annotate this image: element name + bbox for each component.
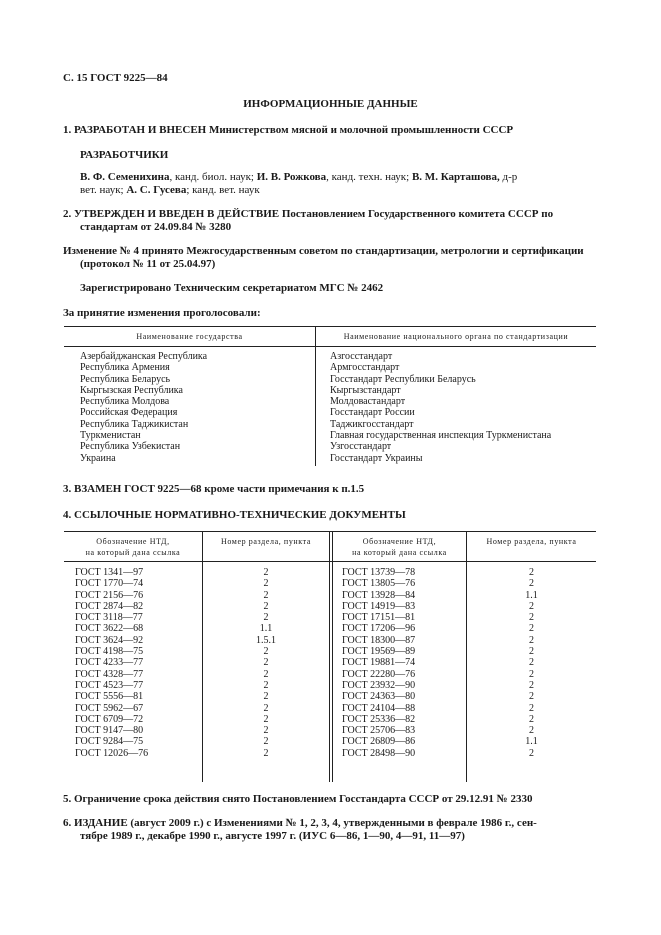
ref-doc: ГОСТ 2874—82 <box>75 600 144 612</box>
dev-name-4: А. С. Гусева <box>126 184 187 196</box>
section-5-text: 5. Ограничение срока действия снято Постановлением Госстандарта СССР от 29.12.91 № 2330 <box>63 793 533 805</box>
refs-header-doc-line2: на который дана ссылка <box>85 548 181 557</box>
ref-doc: ГОСТ 9284—75 <box>75 736 144 748</box>
ref-section: 2 <box>263 713 269 725</box>
ref-doc: ГОСТ 17151—81 <box>342 612 416 624</box>
dev-name-3: В. М. Карташова, <box>411 171 500 183</box>
ref-section: 2 <box>529 612 534 624</box>
ref-section: 2 <box>529 668 534 680</box>
dev-text-1: , канд. биол. наук; <box>169 171 257 183</box>
ref-section: 2 <box>263 668 269 680</box>
ref-section: 2 <box>529 646 534 658</box>
org-name: Главная государственная инспекция Туркменистана <box>330 430 552 442</box>
org-name: Узгосстандарт <box>330 441 392 453</box>
ref-doc: ГОСТ 17206—96 <box>342 623 416 635</box>
dev-name-2: И. В. Рожкова <box>256 171 327 183</box>
ref-section: 2 <box>529 634 534 646</box>
refs-header-doc-left <box>64 536 202 558</box>
ref-section: 2 <box>529 657 534 669</box>
change-line-2: (протокол № 11 от 25.04.97) <box>80 258 216 270</box>
table-rule <box>64 326 596 327</box>
states-header-state: Наименование государства <box>136 332 243 341</box>
ref-section: 2 <box>529 702 534 714</box>
refs-header-doc-line1: Обозначение НТД, <box>362 537 437 546</box>
org-name: Госстандарт России <box>330 407 415 419</box>
ref-doc: ГОСТ 25706—83 <box>342 725 416 737</box>
table-rule <box>64 531 596 532</box>
dev-name-1: В. Ф. Семенихина <box>80 171 170 183</box>
state-name: Республика Беларусь <box>80 373 171 385</box>
ref-section: 2 <box>529 713 534 725</box>
ref-section: 2 <box>263 600 269 612</box>
ref-doc: ГОСТ 9147—80 <box>75 725 144 737</box>
orgs-column <box>330 351 551 464</box>
page-header: С. 15 ГОСТ 9225—84 <box>63 72 168 84</box>
ref-doc: ГОСТ 28498—90 <box>342 747 416 759</box>
table-divider <box>332 531 333 782</box>
refs-header-sec-right: Номер раздела, пункта <box>486 537 577 546</box>
ref-doc: ГОСТ 12026—76 <box>75 747 149 759</box>
ref-section: 2 <box>263 725 269 737</box>
change-line-1: Изменение № 4 принято Межгосударственным советом по стандартизации, метрологии и сертификации <box>63 245 584 257</box>
ref-section: 2 <box>263 679 269 691</box>
ref-section: 2 <box>263 589 269 601</box>
ref-section: 1.5.1 <box>256 634 276 646</box>
ref-doc: ГОСТ 2156—76 <box>75 589 144 601</box>
ref-section: 2 <box>529 567 534 578</box>
ref-doc: ГОСТ 1770—74 <box>75 578 144 590</box>
org-name: Таджикгосстандарт <box>330 418 414 430</box>
states-table <box>64 326 596 466</box>
ref-doc: ГОСТ 19881—74 <box>342 657 416 669</box>
ref-section: 1.1 <box>525 589 538 601</box>
refs-header-sec-left: Номер раздела, пункта <box>220 537 312 546</box>
ref-section: 2 <box>263 657 269 669</box>
refs-header-doc-right <box>333 536 466 558</box>
table-divider <box>315 326 316 466</box>
state-name: Республика Молдова <box>80 396 170 408</box>
dev-text-2: , канд. техн. наук; <box>326 171 412 183</box>
ref-doc: ГОСТ 3622—68 <box>75 623 144 635</box>
table-rule <box>64 346 596 347</box>
state-name: Республика Армения <box>80 362 170 374</box>
ref-doc: ГОСТ 5962—67 <box>75 702 144 714</box>
ref-section: 1.1 <box>259 623 273 635</box>
state-name: Украина <box>80 452 116 464</box>
ref-section: 2 <box>263 691 269 703</box>
right-docs-column <box>342 567 415 759</box>
ref-doc: ГОСТ 18300—87 <box>342 634 416 646</box>
ref-doc: ГОСТ 4523—77 <box>75 679 144 691</box>
section-3-text: 3. ВЗАМЕН ГОСТ 9225—68 кроме части примечания к п.1.5 <box>63 483 365 495</box>
ref-section: 2 <box>529 747 534 759</box>
ref-section: 2 <box>529 578 534 590</box>
ref-doc: ГОСТ 14919—83 <box>342 600 416 612</box>
section-6-line-1: 6. ИЗДАНИЕ (август 2009 г.) с Изменениями № 1, 2, 3, 4, утвержденными в феврале 1986 г., сен- <box>63 817 537 829</box>
dev-text-5: ; канд. вет. наук <box>186 184 260 196</box>
table-rule <box>64 561 596 562</box>
org-name: Армгосстандарт <box>330 362 400 374</box>
table-divider <box>329 531 330 782</box>
ref-section: 1.1 <box>525 736 538 748</box>
ref-doc: ГОСТ 13928—84 <box>342 589 416 601</box>
ref-doc: ГОСТ 3118—77 <box>75 612 143 624</box>
ref-doc: ГОСТ 6709—72 <box>75 713 144 725</box>
ref-doc: ГОСТ 22280—76 <box>342 668 416 680</box>
ref-doc: ГОСТ 4233—77 <box>75 657 144 669</box>
ref-doc: ГОСТ 3624—92 <box>75 634 144 646</box>
state-name: Азербайджанская Республика <box>80 351 208 362</box>
section-6-line-2: тябре 1989 г., декабре 1990 г., августе 1997 г. (ИУС 6—86, 1—90, 4—91, 11—97) <box>80 830 465 842</box>
ref-doc: ГОСТ 13805—76 <box>342 578 416 590</box>
ref-doc: ГОСТ 13739—78 <box>342 567 416 578</box>
states-column <box>80 351 207 464</box>
ref-section: 2 <box>529 623 534 635</box>
dev-text-4: вет. наук; <box>80 184 127 196</box>
ref-doc: ГОСТ 26809—86 <box>342 736 416 748</box>
left-docs-column <box>75 567 148 759</box>
ref-doc: ГОСТ 25336—82 <box>342 713 416 725</box>
ref-section: 2 <box>263 578 269 590</box>
ref-doc: ГОСТ 19569—89 <box>342 646 416 658</box>
ref-section: 2 <box>529 600 534 612</box>
ref-section: 2 <box>263 567 269 578</box>
state-name: Российская Федерация <box>80 407 178 419</box>
ref-doc: ГОСТ 1341—97 <box>75 567 144 578</box>
ref-doc: ГОСТ 4198—75 <box>75 646 144 658</box>
state-name: Туркменистан <box>80 430 141 442</box>
developers-heading: РАЗРАБОТЧИКИ <box>80 149 169 161</box>
section-2-line-1: 2. УТВЕРЖДЕН И ВВЕДЕН В ДЕЙСТВИЕ Постановлением Государственного комитета СССР по <box>63 208 554 220</box>
voted-text: За принятие изменения проголосовали: <box>63 307 261 319</box>
org-name: Азгосстандарт <box>330 351 393 362</box>
references-table <box>64 531 596 782</box>
ref-doc: ГОСТ 5556—81 <box>75 691 144 703</box>
org-name: Кыргызстандарт <box>330 384 401 396</box>
ref-doc: ГОСТ 24104—88 <box>342 702 416 714</box>
developers-line-2 <box>80 184 260 196</box>
page-title: ИНФОРМАЦИОННЫЕ ДАННЫЕ <box>243 98 418 110</box>
ref-section: 2 <box>263 747 269 759</box>
ref-doc: ГОСТ 4328—77 <box>75 668 144 680</box>
ref-section: 2 <box>263 646 269 658</box>
state-name: Кыргызская Республика <box>80 384 183 396</box>
state-name: Республика Таджикистан <box>80 418 189 430</box>
state-name: Республика Узбекистан <box>80 441 181 453</box>
states-header-org: Наименование национального органа по стандартизации <box>343 332 569 341</box>
right-secs-column <box>467 567 596 759</box>
section-1-text: 1. РАЗРАБОТАН И ВНЕСЕН Министерством мясной и молочной промышленности СССР <box>63 124 514 136</box>
org-name: Госстандарт Республики Беларусь <box>330 373 476 385</box>
ref-section: 2 <box>263 612 269 624</box>
ref-doc: ГОСТ 23932—90 <box>342 679 416 691</box>
ref-section: 2 <box>263 736 269 748</box>
dev-text-3: д-р <box>499 171 518 183</box>
org-name: Молдовастандарт <box>330 396 406 408</box>
left-secs-column <box>203 567 329 759</box>
refs-header-doc-line1: Обозначение НТД, <box>96 537 170 546</box>
org-name: Госстандарт Украины <box>330 452 423 464</box>
ref-section: 2 <box>529 725 534 737</box>
developers-line-1 <box>80 171 517 183</box>
ref-section: 2 <box>263 702 269 714</box>
section-2-line-2: стандартам от 24.09.84 № 3280 <box>80 221 232 233</box>
ref-section: 2 <box>529 691 534 703</box>
ref-doc: ГОСТ 24363—80 <box>342 691 416 703</box>
refs-header-doc-line2: на который дана ссылка <box>352 548 447 557</box>
registered-text: Зарегистрировано Техническим секретариатом МГС № 2462 <box>80 282 384 294</box>
section-4-text: 4. ССЫЛОЧНЫЕ НОРМАТИВНО-ТЕХНИЧЕСКИЕ ДОКУМЕНТЫ <box>63 509 406 521</box>
ref-section: 2 <box>529 679 534 691</box>
